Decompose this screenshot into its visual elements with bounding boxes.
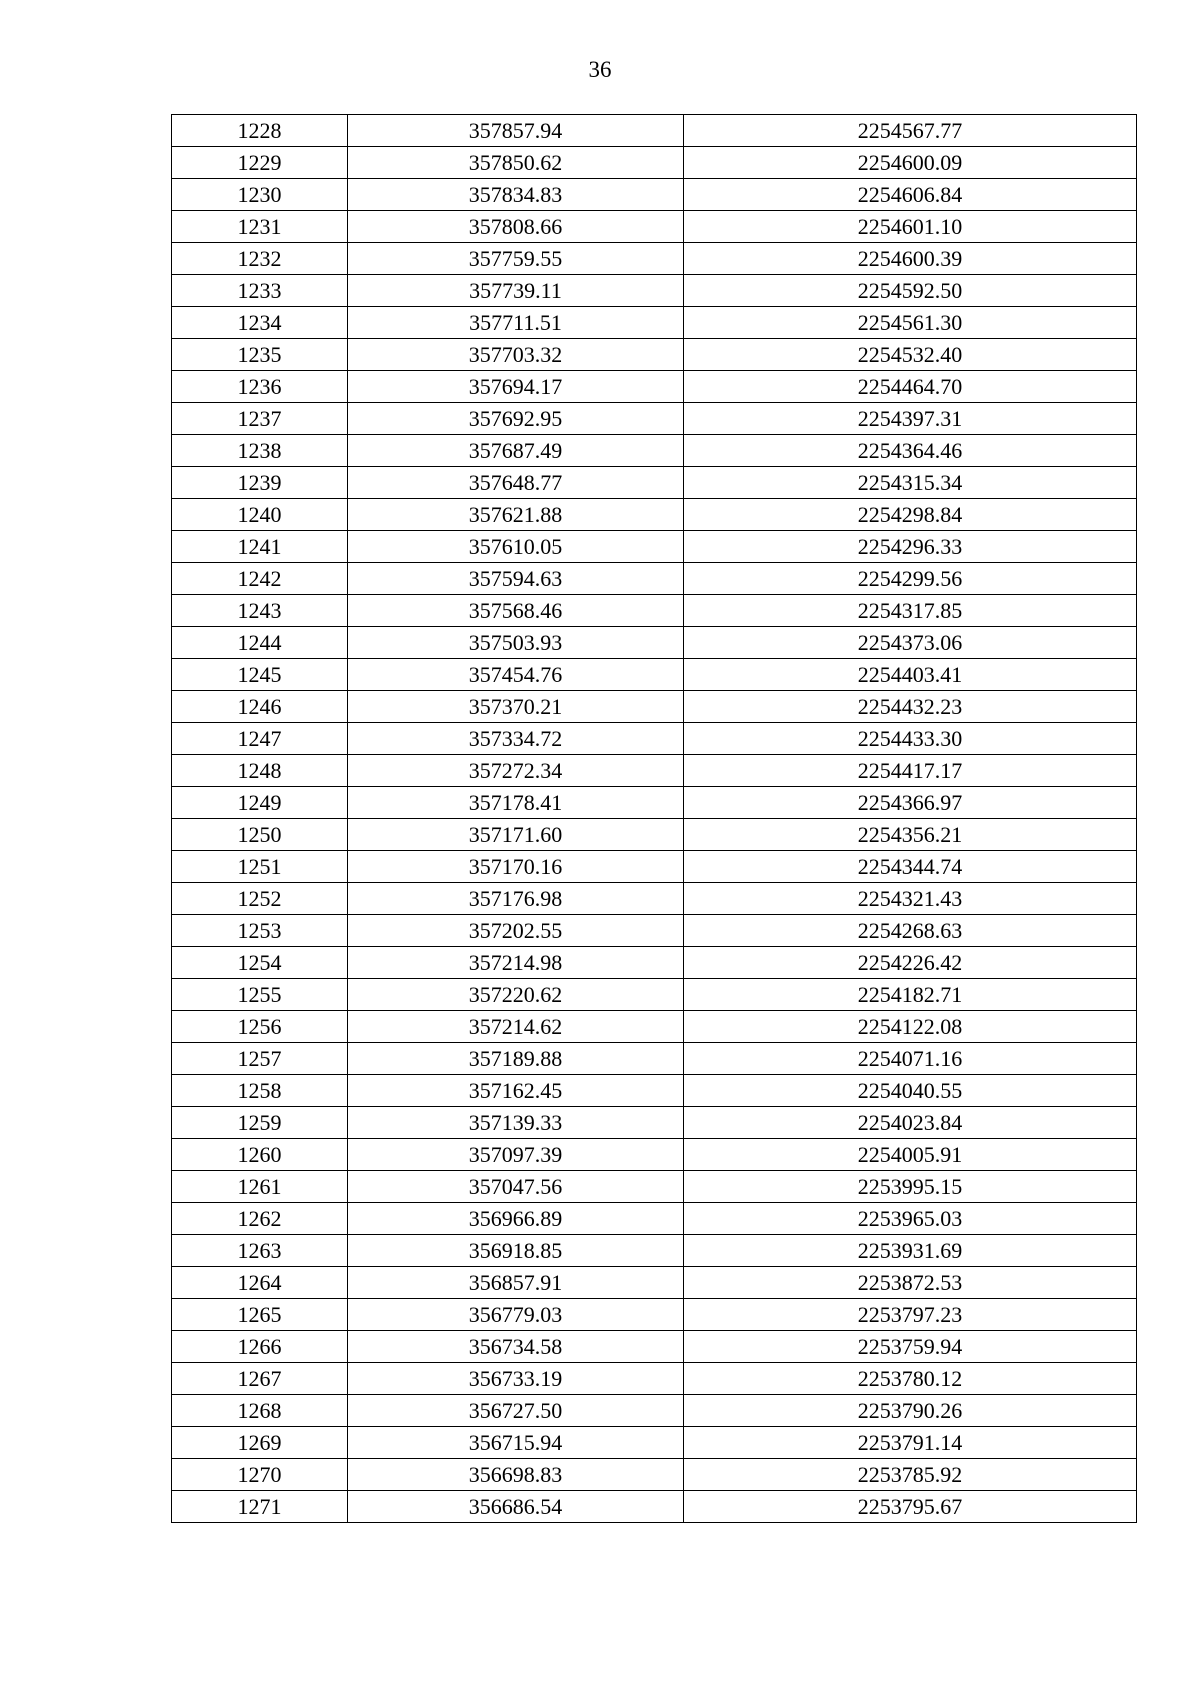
y-coordinate-cell: 2254373.06 bbox=[684, 627, 1137, 659]
table-row bbox=[172, 595, 1137, 627]
point-number-cell: 1234 bbox=[172, 307, 348, 339]
point-number-cell: 1239 bbox=[172, 467, 348, 499]
y-coordinate-cell: 2254321.43 bbox=[684, 883, 1137, 915]
x-coordinate-cell: 356966.89 bbox=[348, 1203, 684, 1235]
x-coordinate-cell: 357454.76 bbox=[348, 659, 684, 691]
point-number-cell: 1242 bbox=[172, 563, 348, 595]
point-number-cell: 1268 bbox=[172, 1395, 348, 1427]
point-number-cell: 1230 bbox=[172, 179, 348, 211]
point-number-cell: 1257 bbox=[172, 1043, 348, 1075]
coordinates-table-body bbox=[172, 115, 1137, 1523]
table-row bbox=[172, 115, 1137, 147]
table-row bbox=[172, 915, 1137, 947]
x-coordinate-cell: 357711.51 bbox=[348, 307, 684, 339]
point-number-cell: 1271 bbox=[172, 1491, 348, 1523]
point-number-cell: 1229 bbox=[172, 147, 348, 179]
y-coordinate-cell: 2254356.21 bbox=[684, 819, 1137, 851]
y-coordinate-cell: 2254298.84 bbox=[684, 499, 1137, 531]
point-number-cell: 1253 bbox=[172, 915, 348, 947]
x-coordinate-cell: 357334.72 bbox=[348, 723, 684, 755]
y-coordinate-cell: 2253797.23 bbox=[684, 1299, 1137, 1331]
x-coordinate-cell: 356715.94 bbox=[348, 1427, 684, 1459]
x-coordinate-cell: 357370.21 bbox=[348, 691, 684, 723]
table-row bbox=[172, 531, 1137, 563]
table-row bbox=[172, 1011, 1137, 1043]
y-coordinate-cell: 2254023.84 bbox=[684, 1107, 1137, 1139]
table-row bbox=[172, 1203, 1137, 1235]
x-coordinate-cell: 357097.39 bbox=[348, 1139, 684, 1171]
y-coordinate-cell: 2254464.70 bbox=[684, 371, 1137, 403]
y-coordinate-cell: 2254606.84 bbox=[684, 179, 1137, 211]
point-number-cell: 1232 bbox=[172, 243, 348, 275]
x-coordinate-cell: 357170.16 bbox=[348, 851, 684, 883]
point-number-cell: 1266 bbox=[172, 1331, 348, 1363]
point-number-cell: 1258 bbox=[172, 1075, 348, 1107]
y-coordinate-cell: 2254600.09 bbox=[684, 147, 1137, 179]
y-coordinate-cell: 2254299.56 bbox=[684, 563, 1137, 595]
x-coordinate-cell: 356779.03 bbox=[348, 1299, 684, 1331]
table-row bbox=[172, 755, 1137, 787]
table-row bbox=[172, 1331, 1137, 1363]
table-row bbox=[172, 819, 1137, 851]
table-row bbox=[172, 275, 1137, 307]
y-coordinate-cell: 2254040.55 bbox=[684, 1075, 1137, 1107]
x-coordinate-cell: 357214.98 bbox=[348, 947, 684, 979]
table-row bbox=[172, 1299, 1137, 1331]
table-row bbox=[172, 691, 1137, 723]
table-row bbox=[172, 627, 1137, 659]
point-number-cell: 1252 bbox=[172, 883, 348, 915]
point-number-cell: 1267 bbox=[172, 1363, 348, 1395]
table-row bbox=[172, 211, 1137, 243]
y-coordinate-cell: 2254344.74 bbox=[684, 851, 1137, 883]
y-coordinate-cell: 2254433.30 bbox=[684, 723, 1137, 755]
y-coordinate-cell: 2254317.85 bbox=[684, 595, 1137, 627]
point-number-cell: 1261 bbox=[172, 1171, 348, 1203]
table-row bbox=[172, 1427, 1137, 1459]
y-coordinate-cell: 2253965.03 bbox=[684, 1203, 1137, 1235]
point-number-cell: 1233 bbox=[172, 275, 348, 307]
x-coordinate-cell: 357621.88 bbox=[348, 499, 684, 531]
point-number-cell: 1251 bbox=[172, 851, 348, 883]
x-coordinate-cell: 357272.34 bbox=[348, 755, 684, 787]
table-row bbox=[172, 851, 1137, 883]
point-number-cell: 1235 bbox=[172, 339, 348, 371]
y-coordinate-cell: 2254567.77 bbox=[684, 115, 1137, 147]
point-number-cell: 1231 bbox=[172, 211, 348, 243]
y-coordinate-cell: 2253785.92 bbox=[684, 1459, 1137, 1491]
y-coordinate-cell: 2254122.08 bbox=[684, 1011, 1137, 1043]
x-coordinate-cell: 357857.94 bbox=[348, 115, 684, 147]
point-number-cell: 1254 bbox=[172, 947, 348, 979]
table-row bbox=[172, 1491, 1137, 1523]
y-coordinate-cell: 2253759.94 bbox=[684, 1331, 1137, 1363]
table-row bbox=[172, 723, 1137, 755]
y-coordinate-cell: 2254366.97 bbox=[684, 787, 1137, 819]
point-number-cell: 1241 bbox=[172, 531, 348, 563]
y-coordinate-cell: 2254592.50 bbox=[684, 275, 1137, 307]
page-number: 36 bbox=[588, 57, 612, 82]
x-coordinate-cell: 357214.62 bbox=[348, 1011, 684, 1043]
y-coordinate-cell: 2254296.33 bbox=[684, 531, 1137, 563]
x-coordinate-cell: 357610.05 bbox=[348, 531, 684, 563]
point-number-cell: 1260 bbox=[172, 1139, 348, 1171]
y-coordinate-cell: 2254315.34 bbox=[684, 467, 1137, 499]
x-coordinate-cell: 356734.58 bbox=[348, 1331, 684, 1363]
table-row bbox=[172, 467, 1137, 499]
y-coordinate-cell: 2254532.40 bbox=[684, 339, 1137, 371]
table-row bbox=[172, 147, 1137, 179]
x-coordinate-cell: 357220.62 bbox=[348, 979, 684, 1011]
point-number-cell: 1240 bbox=[172, 499, 348, 531]
point-number-cell: 1249 bbox=[172, 787, 348, 819]
y-coordinate-cell: 2253791.14 bbox=[684, 1427, 1137, 1459]
table-row bbox=[172, 371, 1137, 403]
y-coordinate-cell: 2253995.15 bbox=[684, 1171, 1137, 1203]
y-coordinate-cell: 2254417.17 bbox=[684, 755, 1137, 787]
x-coordinate-cell: 357176.98 bbox=[348, 883, 684, 915]
y-coordinate-cell: 2254226.42 bbox=[684, 947, 1137, 979]
table-row bbox=[172, 1139, 1137, 1171]
table-row bbox=[172, 1395, 1137, 1427]
x-coordinate-cell: 357703.32 bbox=[348, 339, 684, 371]
x-coordinate-cell: 356686.54 bbox=[348, 1491, 684, 1523]
point-number-cell: 1250 bbox=[172, 819, 348, 851]
y-coordinate-cell: 2254182.71 bbox=[684, 979, 1137, 1011]
point-number-cell: 1236 bbox=[172, 371, 348, 403]
point-number-cell: 1237 bbox=[172, 403, 348, 435]
x-coordinate-cell: 356918.85 bbox=[348, 1235, 684, 1267]
table-row bbox=[172, 1459, 1137, 1491]
x-coordinate-cell: 356857.91 bbox=[348, 1267, 684, 1299]
table-row bbox=[172, 1043, 1137, 1075]
point-number-cell: 1245 bbox=[172, 659, 348, 691]
x-coordinate-cell: 357171.60 bbox=[348, 819, 684, 851]
x-coordinate-cell: 357202.55 bbox=[348, 915, 684, 947]
table-row bbox=[172, 499, 1137, 531]
table-row bbox=[172, 979, 1137, 1011]
x-coordinate-cell: 357178.41 bbox=[348, 787, 684, 819]
x-coordinate-cell: 357808.66 bbox=[348, 211, 684, 243]
x-coordinate-cell: 357648.77 bbox=[348, 467, 684, 499]
y-coordinate-cell: 2253795.67 bbox=[684, 1491, 1137, 1523]
point-number-cell: 1228 bbox=[172, 115, 348, 147]
point-number-cell: 1243 bbox=[172, 595, 348, 627]
x-coordinate-cell: 357503.93 bbox=[348, 627, 684, 659]
table-row bbox=[172, 243, 1137, 275]
table-row bbox=[172, 1363, 1137, 1395]
table-row bbox=[172, 339, 1137, 371]
table-row bbox=[172, 883, 1137, 915]
point-number-cell: 1247 bbox=[172, 723, 348, 755]
y-coordinate-cell: 2254397.31 bbox=[684, 403, 1137, 435]
x-coordinate-cell: 357594.63 bbox=[348, 563, 684, 595]
point-number-cell: 1262 bbox=[172, 1203, 348, 1235]
point-number-cell: 1246 bbox=[172, 691, 348, 723]
x-coordinate-cell: 357759.55 bbox=[348, 243, 684, 275]
x-coordinate-cell: 357850.62 bbox=[348, 147, 684, 179]
x-coordinate-cell: 357694.17 bbox=[348, 371, 684, 403]
point-number-cell: 1259 bbox=[172, 1107, 348, 1139]
table-row bbox=[172, 435, 1137, 467]
x-coordinate-cell: 357568.46 bbox=[348, 595, 684, 627]
table-row bbox=[172, 307, 1137, 339]
table-row bbox=[172, 1267, 1137, 1299]
y-coordinate-cell: 2253872.53 bbox=[684, 1267, 1137, 1299]
y-coordinate-cell: 2253931.69 bbox=[684, 1235, 1137, 1267]
y-coordinate-cell: 2254005.91 bbox=[684, 1139, 1137, 1171]
point-number-cell: 1265 bbox=[172, 1299, 348, 1331]
x-coordinate-cell: 357739.11 bbox=[348, 275, 684, 307]
y-coordinate-cell: 2254600.39 bbox=[684, 243, 1137, 275]
coordinates-table bbox=[171, 114, 1137, 1523]
y-coordinate-cell: 2254403.41 bbox=[684, 659, 1137, 691]
point-number-cell: 1270 bbox=[172, 1459, 348, 1491]
table-row bbox=[172, 563, 1137, 595]
point-number-cell: 1244 bbox=[172, 627, 348, 659]
point-number-cell: 1238 bbox=[172, 435, 348, 467]
x-coordinate-cell: 357139.33 bbox=[348, 1107, 684, 1139]
x-coordinate-cell: 357189.88 bbox=[348, 1043, 684, 1075]
y-coordinate-cell: 2253790.26 bbox=[684, 1395, 1137, 1427]
y-coordinate-cell: 2254268.63 bbox=[684, 915, 1137, 947]
table-row bbox=[172, 659, 1137, 691]
y-coordinate-cell: 2254071.16 bbox=[684, 1043, 1137, 1075]
table-row bbox=[172, 403, 1137, 435]
point-number-cell: 1264 bbox=[172, 1267, 348, 1299]
point-number-cell: 1248 bbox=[172, 755, 348, 787]
table-row bbox=[172, 947, 1137, 979]
x-coordinate-cell: 357834.83 bbox=[348, 179, 684, 211]
table-row bbox=[172, 1235, 1137, 1267]
table-row bbox=[172, 179, 1137, 211]
table-row bbox=[172, 1171, 1137, 1203]
x-coordinate-cell: 357162.45 bbox=[348, 1075, 684, 1107]
y-coordinate-cell: 2254561.30 bbox=[684, 307, 1137, 339]
table-row bbox=[172, 1075, 1137, 1107]
x-coordinate-cell: 357692.95 bbox=[348, 403, 684, 435]
x-coordinate-cell: 356698.83 bbox=[348, 1459, 684, 1491]
y-coordinate-cell: 2253780.12 bbox=[684, 1363, 1137, 1395]
table-row bbox=[172, 1107, 1137, 1139]
x-coordinate-cell: 357047.56 bbox=[348, 1171, 684, 1203]
point-number-cell: 1255 bbox=[172, 979, 348, 1011]
table-row bbox=[172, 787, 1137, 819]
y-coordinate-cell: 2254601.10 bbox=[684, 211, 1137, 243]
x-coordinate-cell: 356733.19 bbox=[348, 1363, 684, 1395]
y-coordinate-cell: 2254364.46 bbox=[684, 435, 1137, 467]
y-coordinate-cell: 2254432.23 bbox=[684, 691, 1137, 723]
point-number-cell: 1269 bbox=[172, 1427, 348, 1459]
x-coordinate-cell: 356727.50 bbox=[348, 1395, 684, 1427]
point-number-cell: 1263 bbox=[172, 1235, 348, 1267]
point-number-cell: 1256 bbox=[172, 1011, 348, 1043]
x-coordinate-cell: 357687.49 bbox=[348, 435, 684, 467]
